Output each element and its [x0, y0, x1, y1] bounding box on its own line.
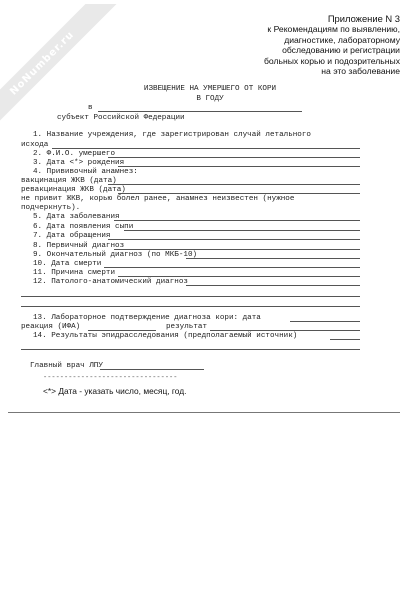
header-line: диагностике, лабораторному [284, 34, 400, 45]
item-3-label: 3. Дата <*> рождения [33, 159, 125, 167]
item-7-label: 7. Дата обращения [33, 232, 111, 240]
region-caption: субъект Российской Федерации [57, 114, 185, 122]
item-4-label: 4. Прививочный анамнез: [33, 168, 138, 176]
item-14-label: 14. Результаты эпидрасследования (предполагаемый источник) [33, 332, 298, 340]
item-4-vaccination-label: вакцинация ЖКВ (дата) [21, 177, 117, 185]
item-13-label: 13. Лабораторное подтверждение диагноза кори: дата [33, 314, 261, 322]
header-line: на это заболевание [321, 66, 400, 77]
item-13-result-label: результат [166, 323, 208, 331]
item-11-label: 11. Причина смерти [33, 269, 116, 277]
footnote-text: <*> Дата - указать число, месяц, год. [43, 386, 187, 396]
item-13-date-field[interactable] [290, 321, 360, 322]
item-12-field[interactable] [186, 285, 360, 286]
item-6-label: 6. Дата появления сыпи [33, 223, 134, 231]
signature-field[interactable] [100, 369, 204, 370]
item-4-underline-note: подчеркнуть). [21, 204, 81, 212]
page-divider [8, 412, 400, 413]
form-year-line: В ГОДУ [196, 95, 224, 103]
item-12-label: 12. Патолого-анатомический диагноз [33, 278, 188, 286]
item-2-label: 2. Ф.И.О. умершего [33, 150, 116, 158]
item-14-field[interactable] [330, 339, 360, 340]
item-5-field[interactable] [114, 220, 360, 221]
chief-doctor-label: Главный врач ЛПУ [30, 362, 103, 370]
item-3-field[interactable] [118, 166, 360, 167]
header-line: больных корью и подозрительных [263, 55, 400, 66]
item-9-label: 9. Окончательный диагноз (по МКБ-10) [33, 251, 198, 259]
region-field[interactable] [98, 111, 302, 112]
item-12-field-line-2[interactable] [21, 296, 360, 297]
header-line: обследованию и регистрации [282, 45, 400, 56]
item-5-label: 5. Дата заболевания [33, 213, 120, 221]
item-1-label: 1. Название учреждения, где зарегистрирован случай летального [33, 131, 311, 139]
item-4-revaccination-label: ревакцинация ЖКВ (дата) [21, 186, 126, 194]
item-14-field-line-2[interactable] [21, 349, 360, 350]
item-8-label: 8. Первичный диагноз [33, 242, 125, 250]
item-12-field-line-3[interactable] [21, 306, 360, 307]
item-2-field[interactable] [108, 157, 360, 158]
watermark-text: NoNumber.ru [7, 28, 77, 98]
item-10-field[interactable] [104, 267, 360, 268]
item-4-vaccination-field[interactable] [108, 184, 360, 185]
item-4-not-vaccinated-label: не привит ЖКВ, корью болел ранее, анамнез неизвестен (нужное [21, 195, 295, 203]
item-10-label: 10. Дата смерти [33, 260, 102, 268]
item-13-reaction-label: реакция (ИФА) [21, 323, 81, 331]
footnote-separator: -------------------------------- [43, 374, 178, 382]
form-title: ИЗВЕЩЕНИЕ НА УМЕРШЕГО ОТ КОРИ [143, 85, 277, 93]
item-6-field[interactable] [124, 230, 360, 231]
document-header [200, 14, 400, 76]
header-line: к Рекомендациям по выявлению, [267, 24, 400, 35]
appendix-number: Приложение N 3 [327, 13, 400, 24]
item-7-field[interactable] [108, 239, 360, 240]
region-prefix: в [88, 104, 93, 112]
item-9-field[interactable] [186, 258, 360, 259]
item-1-label-cont: исхода [21, 141, 49, 149]
